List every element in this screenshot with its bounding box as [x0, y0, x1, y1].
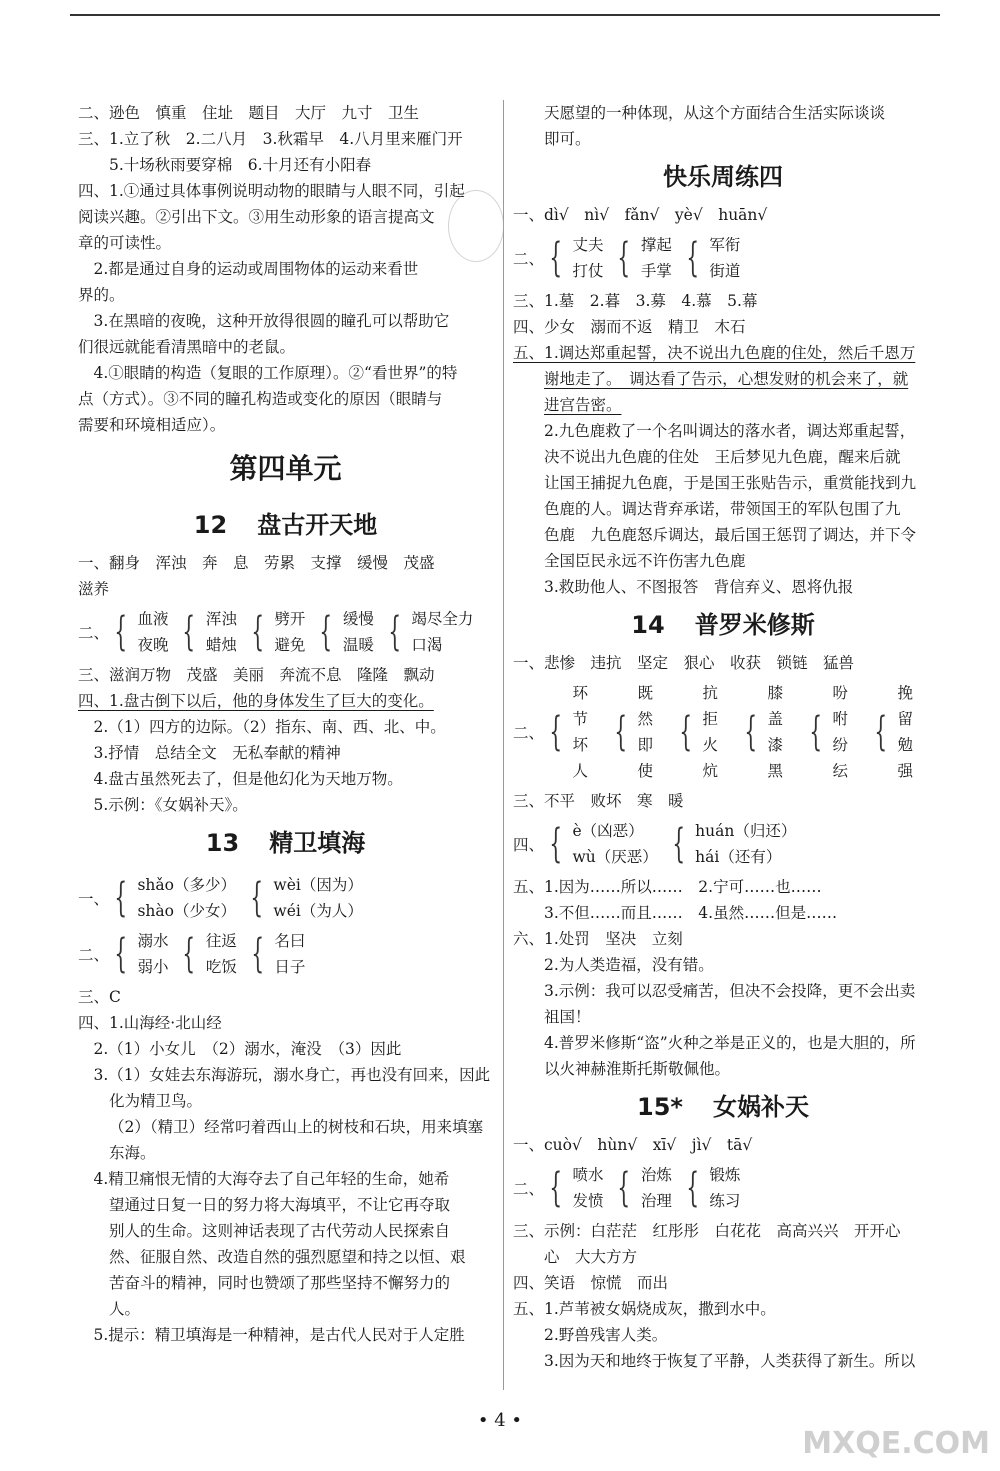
pair-cell	[572, 818, 657, 870]
answer-line: 一、dì√ nì√ fǎn√ yè√ huān√	[513, 206, 768, 224]
pair-cell	[274, 606, 305, 658]
answer-line: 5.示例：《女娲补天》。	[93, 796, 248, 814]
pair-word: 往返	[205, 932, 237, 950]
pair-cell	[702, 680, 730, 784]
pair-word: shào（少女）	[137, 902, 236, 920]
pair-word: 手掌	[640, 262, 672, 280]
question-label: 二、	[78, 946, 110, 964]
answer-line: 天愿望的一种体现，从这个方面结合生活实际谈谈	[544, 104, 886, 122]
watermark: MXQE.COM	[802, 1426, 990, 1461]
answer-line: 全国臣民永远不许伤害九色鹿	[544, 552, 746, 570]
pair-word: 血液	[137, 610, 169, 628]
answer-line: 别人的生命。这则神话表现了古代劳动人民探索自	[109, 1222, 451, 1240]
brace-mark: {	[388, 609, 401, 655]
pair-cell	[206, 928, 237, 980]
brace-mark: {	[672, 821, 685, 867]
brace-mark: {	[182, 609, 196, 655]
answer-line: 谢地走了。 调达看了告示，心想发财的机会来了，就	[544, 370, 909, 388]
answer-line: 二、逊色 慎重 住址 题目 大厅 九寸 卫生	[78, 104, 420, 122]
answer-line: 祖国！	[544, 1008, 591, 1026]
answer-line: 以火神赫淮斯托斯敬佩他。	[544, 1060, 731, 1078]
brace-mark: {	[250, 875, 264, 921]
pair-word: 治炼	[640, 1166, 672, 1184]
page-number: • 4 •	[477, 1410, 523, 1431]
left-column	[78, 100, 493, 1348]
section-name: 女娲补天	[712, 1093, 809, 1121]
pair-word: 吃饭	[205, 958, 237, 976]
unit3-answers	[78, 100, 493, 438]
answer-line: 化为精卫鸟。	[109, 1092, 203, 1110]
answer-line: 三、1.立了秋 2.二八月 3.秋霜早 4.八月里来雁门开	[78, 130, 463, 148]
pair-word: huán（归还）	[695, 822, 797, 840]
brace-mark: {	[614, 709, 628, 755]
paired-group	[78, 872, 493, 924]
brace-mark: {	[686, 1165, 700, 1211]
s12-answers-a	[78, 550, 493, 602]
s15-word-pairs	[513, 1162, 933, 1214]
pair-cell	[206, 606, 237, 658]
pair-cell	[832, 680, 860, 784]
pair-cell	[695, 818, 796, 870]
section-name: 精卫填海	[269, 829, 366, 857]
right-column	[513, 100, 933, 1374]
paired-group	[513, 680, 933, 784]
section-name: 普罗米修斯	[694, 611, 815, 639]
pair-cell	[709, 1162, 740, 1214]
pair-word: 街道	[709, 262, 741, 280]
brace-mark: {	[114, 931, 128, 977]
pair-word: wéi（为人）	[273, 902, 363, 920]
pair-word: 火炕	[702, 736, 718, 780]
s13-answers	[78, 984, 493, 1348]
pair-word: 名曰	[274, 932, 306, 950]
section-number: 13	[205, 829, 240, 857]
pair-word: 发愤	[572, 1192, 604, 1210]
pair-word: 锻炼	[709, 1166, 741, 1184]
question-label: 二、	[78, 624, 110, 642]
answer-line: 滋养	[78, 580, 110, 598]
brace-mark: {	[809, 709, 823, 755]
pair-word: 漆黑	[767, 736, 783, 780]
weekly-title: 快乐周练四	[663, 163, 783, 191]
brace-mark: {	[251, 931, 265, 977]
answer-line: 3.不但……而且…… 4.虽然……但是……	[544, 904, 838, 922]
pair-word: 坏人	[572, 736, 588, 780]
answer-line: 四、1.山海经·北山经	[78, 1014, 222, 1032]
pair-word: è（凶恶）	[572, 822, 644, 840]
answer-line: 3.在黑暗的夜晚，这种开放得很圆的瞳孔可以帮助它	[93, 312, 450, 330]
section-number: 12	[193, 511, 228, 539]
pair-word: 缓慢	[342, 610, 374, 628]
pair-word: 日子	[274, 958, 306, 976]
s14-answers-c	[513, 874, 933, 1082]
answer-line: 界的。	[78, 286, 125, 304]
section-name: 盘古开天地	[257, 511, 378, 539]
answer-line: 需要和环境相适应）。	[78, 416, 226, 434]
weekly-answers-b	[513, 288, 933, 600]
answer-line: 一、cuò√ hùn√ xī√ jì√ tā√	[513, 1136, 753, 1154]
pair-word: 吩咐	[832, 684, 848, 728]
answer-line: 东海。	[109, 1144, 156, 1162]
pair-word: 抗拒	[702, 684, 718, 728]
pair-word: 夜晚	[137, 636, 169, 654]
question-label: 一、	[78, 890, 110, 908]
answer-line: 四、1.盘古倒下以后，他的身体发生了巨大的变化。	[78, 692, 434, 710]
answer-line: 五、1.芦苇被女娲烧成灰，撒到水中。	[513, 1300, 776, 1318]
s14-word-pairs	[513, 680, 933, 784]
answer-line: 2.都是通过自身的运动或周围物体的运动来看世	[93, 260, 419, 278]
question-label: 二、	[513, 724, 545, 742]
answer-line: 三、不平 败坏 寒 暖	[513, 792, 684, 810]
answer-line: 即可。	[544, 130, 591, 148]
answer-line: 3.示例：我可以忍受痛苦，但决不会投降，更不会出卖	[544, 982, 916, 1000]
pair-word: hái（还有）	[695, 848, 782, 866]
answer-line: 四、笑语 惊慌 而出	[513, 1274, 669, 1292]
top-rule	[70, 14, 940, 16]
pair-cell	[411, 606, 473, 658]
answer-line: 四、1.①通过具体事例说明动物的眼睛与人眼不同，引起	[78, 182, 465, 200]
answer-line: 让国王捕捉九色鹿，于是国王张贴告示，重赏能找到九	[544, 474, 917, 492]
answer-line: 望通过日复一日的努力将大海填平，不让它再夺取	[109, 1196, 451, 1214]
pair-cell	[137, 872, 236, 924]
pair-cell	[641, 232, 672, 284]
answer-line: 四、少女 溺而不返 精卫 木石	[513, 318, 746, 336]
column-divider	[503, 100, 504, 1390]
answer-line: 决不说出九色鹿的住处 王后梦见九色鹿，醒来后就	[544, 448, 901, 466]
s13-pinyin-pairs	[78, 872, 493, 924]
answer-line: 2.野兽残害人类。	[544, 1326, 668, 1344]
pair-cell	[137, 928, 168, 980]
answer-line: 三、滋润万物 茂盛 美丽 奔流不息 隆隆 飘动	[78, 666, 435, 684]
s14-pinyin-pairs	[513, 818, 933, 870]
answer-line: 三、示例：白茫茫 红彤彤 白花花 高高兴兴 开开心	[513, 1222, 901, 1240]
pair-word: 纷纭	[832, 736, 848, 780]
pair-word: 浑浊	[205, 610, 237, 628]
weekly-word-pairs	[513, 232, 933, 284]
pair-word: 膝盖	[767, 684, 783, 728]
pair-cell	[343, 606, 374, 658]
answer-line: 章的可读性。	[78, 234, 172, 252]
pair-word: wèi（因为）	[273, 876, 363, 894]
pair-word: 劈开	[274, 610, 306, 628]
answer-line: 色鹿的人。调达背弃承诺，带领国王的军队包围了九	[544, 500, 901, 518]
answer-line: 2.（1）小女儿 （2）溺水，淹没 （3）因此	[93, 1040, 402, 1058]
pair-cell	[572, 232, 603, 284]
answer-line: 3.救助他人、不图报答 背信弃义、恩将仇报	[544, 578, 854, 596]
pair-cell	[709, 232, 740, 284]
question-label: 四、	[513, 836, 545, 854]
pair-word: 环节	[572, 684, 588, 728]
brace-mark: {	[679, 709, 693, 755]
section-number: 15*	[637, 1093, 683, 1121]
question-label: 二、	[513, 250, 545, 268]
brace-mark: {	[549, 821, 563, 867]
answer-line: 5.提示：精卫填海是一种精神，是古代人民对于人定胜	[93, 1326, 465, 1344]
answer-line: 色鹿 九色鹿怒斥调达，最后国王惩罚了调达，并下令	[544, 526, 917, 544]
answer-line: 5.十场秋雨要穿棉 6.十月还有小阳春	[109, 156, 372, 174]
pair-word: 军衔	[709, 236, 741, 254]
pair-word: 喷水	[572, 1166, 604, 1184]
brace-mark: {	[686, 235, 700, 281]
pair-word: 挽留	[897, 684, 913, 728]
answer-line: 3.抒情 总结全文 无私奉献的精神	[93, 744, 341, 762]
paired-group	[513, 232, 933, 284]
pair-word: 弱小	[137, 958, 169, 976]
answer-line: 3.因为天和地终于恢复了平静，人类获得了新生。所以	[544, 1352, 916, 1370]
paired-group	[78, 606, 493, 658]
s15-answers-a	[513, 1132, 933, 1158]
pair-word: 即使	[637, 736, 653, 780]
s12-answers-b	[78, 662, 493, 818]
s12-word-pairs	[78, 606, 493, 658]
stamp-mark	[448, 190, 504, 262]
pair-word: 勉强	[897, 736, 913, 780]
answer-line: 一、翻身 浑浊 奔 息 劳累 支撑 缓慢 茂盛	[78, 554, 435, 572]
s14-answers-b	[513, 788, 933, 814]
pair-cell	[641, 1162, 672, 1214]
answer-line: 进宫告密。	[544, 396, 622, 414]
brace-mark: {	[182, 931, 196, 977]
pair-word: 丈夫	[572, 236, 604, 254]
answer-line: 2.为人类造福，没有错。	[544, 956, 714, 974]
answer-line: 三、1.墓 2.暮 3.募 4.慕 5.幕	[513, 292, 758, 310]
answer-line: 一、悲惨 违抗 坚定 狠心 收获 锁链 猛兽	[513, 654, 855, 672]
paired-group	[78, 928, 493, 980]
answer-line: 点（方式）。③不同的瞳孔构造或变化的原因（眼睛与	[78, 390, 443, 408]
brace-mark: {	[617, 235, 631, 281]
pair-word: 既然	[637, 684, 653, 728]
section-15-title	[513, 1082, 933, 1132]
section-13-title	[78, 818, 493, 868]
section-14-title	[513, 600, 933, 650]
answer-line: （2）（精卫）经常叼着西山上的树枝和石块，用来填塞	[109, 1118, 484, 1136]
pair-word: 竭尽全力	[411, 610, 474, 628]
brace-mark: {	[319, 609, 333, 655]
brace-mark: {	[617, 1165, 631, 1211]
question-label: 二、	[513, 1180, 545, 1198]
pair-cell	[897, 680, 925, 784]
pair-word: 避免	[274, 636, 306, 654]
answer-line: 五、1.因为……所以…… 2.宁可……也……	[513, 878, 822, 896]
pair-word: 治理	[640, 1192, 672, 1210]
answer-line: 六、1.处罚 坚决 立刻	[513, 930, 683, 948]
pair-word: 蜡烛	[205, 636, 237, 654]
unit-title: 第四单元	[229, 452, 342, 485]
answer-line: 4.普罗米修斯“盗”火种之举是正义的，也是大胆的，所	[544, 1034, 916, 1052]
answer-line: 4.精卫痛恨无情的大海夺去了自己年轻的生命，她希	[93, 1170, 450, 1188]
answer-line: 4.①眼睛的构造（复眼的工作原理）。②“看世界”的特	[93, 364, 458, 382]
pair-word: shǎo（多少）	[137, 876, 236, 894]
weekly-answers-a	[513, 202, 933, 228]
answer-line: 3.（1）女娃去东海游玩，溺水身亡，再也没有回来，因此	[93, 1066, 491, 1084]
brace-mark: {	[549, 1165, 563, 1211]
paired-group	[513, 818, 933, 870]
answer-line: 2.九色鹿救了一个名叫调达的落水者，调达郑重起誓，	[544, 422, 916, 440]
pair-word: wù（厌恶）	[572, 848, 658, 866]
s15-answers-b	[513, 1218, 933, 1374]
section-number: 14	[631, 611, 665, 639]
brace-mark: {	[874, 709, 888, 755]
answer-line: 心 大大方方	[544, 1248, 638, 1266]
pair-word: 撑起	[640, 236, 672, 254]
pair-cell	[572, 1162, 603, 1214]
pair-cell	[273, 872, 362, 924]
brace-mark: {	[744, 709, 758, 755]
pair-word: 口渴	[411, 636, 443, 654]
answer-line: 苦奋斗的精神，同时也赞颂了那些坚持不懈努力的	[109, 1274, 451, 1292]
answer-line: 人。	[109, 1300, 141, 1318]
answer-line: 五、1.调达郑重起誓，决不说出九色鹿的住处，然后千恩万	[513, 344, 916, 362]
answer-line: 然、征服自然、改造自然的强烈愿望和持之以恒、艰	[109, 1248, 466, 1266]
pair-cell	[274, 928, 305, 980]
s14-answers-a	[513, 650, 933, 676]
brace-mark: {	[114, 875, 128, 921]
answer-line: 们很远就能看清黑暗中的老鼠。	[78, 338, 296, 356]
paired-group	[513, 1162, 933, 1214]
pair-word: 练习	[709, 1192, 741, 1210]
brace-mark: {	[114, 609, 128, 655]
continued-answer	[513, 100, 933, 152]
pair-word: 打仗	[572, 262, 604, 280]
pair-cell	[137, 606, 168, 658]
pair-cell	[637, 680, 665, 784]
pair-cell	[572, 680, 600, 784]
pair-cell	[767, 680, 795, 784]
answer-line: 三、C	[78, 988, 121, 1006]
answer-line: 阅读兴趣。②引出下文。③用生动形象的语言提高文	[78, 208, 435, 226]
answer-line: 4.盘古虽然死去了，但是他幻化为天地万物。	[93, 770, 403, 788]
answer-line: 2.（1）四方的边际。（2）指东、南、西、北、中。	[93, 718, 446, 736]
pair-word: 溺水	[137, 932, 169, 950]
pair-word: 温暖	[342, 636, 374, 654]
s13-word-pairs	[78, 928, 493, 980]
brace-mark: {	[549, 709, 563, 755]
section-12-title	[78, 500, 493, 550]
brace-mark: {	[251, 609, 265, 655]
brace-mark: {	[549, 235, 563, 281]
